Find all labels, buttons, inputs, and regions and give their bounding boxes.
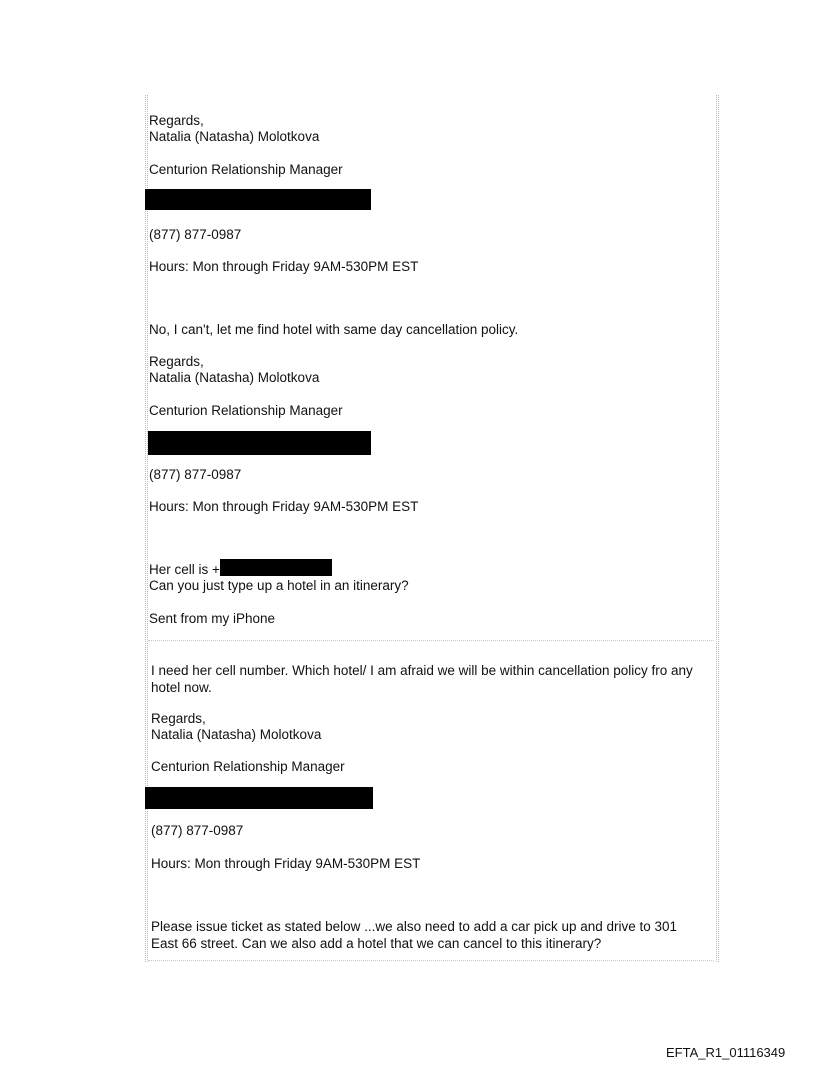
signature-name-3: Natalia (Natasha) Molotkova [151,727,322,742]
message-cell-prefix: Her cell is + [149,562,220,577]
signature-phone-1: (877) 877-0987 [149,227,242,242]
quote-border-left-outer [145,95,146,962]
signature-regards-3: Regards, [151,711,206,726]
quote-border-right-outer [718,95,719,962]
message-itinerary: Can you just type up a hotel in an itinerary? [149,578,409,593]
redaction-bar-2 [148,431,371,455]
message-cancellation: No, I can't, let me find hotel with same day cancellation policy. [149,322,519,337]
signature-hours-2: Hours: Mon through Friday 9AM-530PM EST [149,499,419,514]
signature-title-2: Centurion Relationship Manager [149,403,343,418]
sent-from-iphone: Sent from my iPhone [149,611,276,626]
signature-hours-1: Hours: Mon through Friday 9AM-530PM EST [149,259,419,274]
quote-separator-top [148,640,714,641]
signature-regards-2: Regards, [149,354,204,369]
signature-name-1: Natalia (Natasha) Molotkova [149,129,320,144]
message-issue-ticket: Please issue ticket as stated below ...we also need to add a car pick up and drive to 301 East 66 street. Can we also add a hotel that we can cancel to this itinerary? [151,919,678,951]
quote-border-right-inner [716,95,717,962]
signature-title-3: Centurion Relationship Manager [151,759,345,774]
signature-phone-3: (877) 877-0987 [151,823,244,838]
document-id: EFTA_R1_01116349 [666,1045,786,1060]
message-need-cell: I need her cell number. Which hotel/ I am afraid we will be within cancellation policy fro any hotel now. [151,663,693,695]
signature-phone-2: (877) 877-0987 [149,467,242,482]
signature-hours-3: Hours: Mon through Friday 9AM-530PM EST [151,856,421,871]
redaction-bar-cell [220,559,332,576]
signature-title-1: Centurion Relationship Manager [149,162,343,177]
redaction-bar-3 [145,787,373,809]
signature-regards-1: Regards, [149,113,204,128]
signature-name-2: Natalia (Natasha) Molotkova [149,370,320,385]
quote-separator-bottom [148,960,714,961]
message-cell [149,562,220,577]
quote-border-left-inner [147,95,148,962]
redaction-bar-1 [145,189,371,210]
